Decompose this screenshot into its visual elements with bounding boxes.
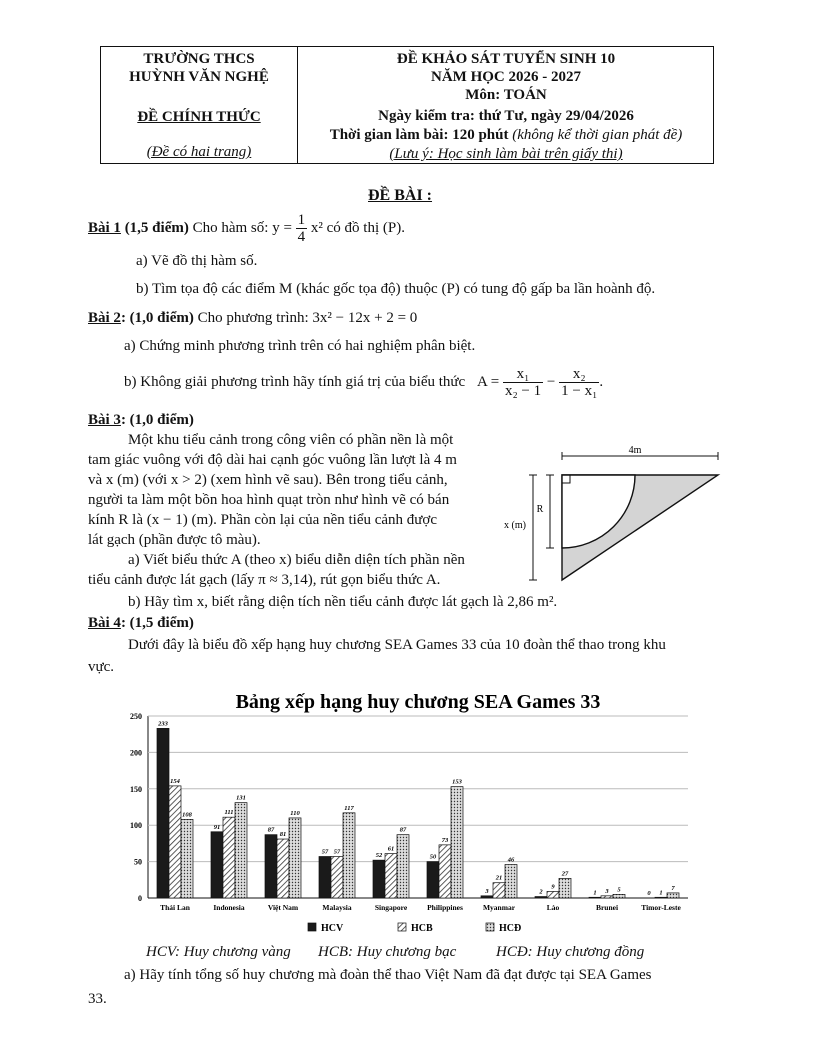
bai3-p1: Một khu tiểu cảnh trong công viên có phần nền là một [128, 432, 454, 448]
bar-hcđ [667, 893, 679, 898]
bar-hcv [373, 860, 385, 898]
data-label: 5 [617, 886, 621, 894]
data-label: 21 [495, 874, 503, 882]
chart-bars [157, 720, 681, 912]
legend-swatch-hcv [308, 923, 316, 931]
exam-note: (Lưu ý: Học sinh làm bài trên giấy thi) [389, 146, 623, 162]
x-tick-label: Indonesia [213, 903, 245, 912]
time-note: (không kể thời gian phát đề) [512, 127, 683, 143]
bar-hcv [157, 728, 169, 898]
school-line1: TRƯỜNG THCS [143, 51, 255, 67]
subject: Môn: TOÁN [465, 87, 547, 103]
bai4-p2: vực. [88, 659, 115, 675]
bar-hcv [481, 896, 493, 898]
x-tick-label: Timor-Leste [641, 903, 681, 912]
legend-label: HCĐ [499, 923, 522, 934]
data-label: 9 [551, 883, 555, 891]
data-label: 91 [213, 823, 221, 831]
bai1-a: a) Vẽ đồ thị hàm số. [136, 253, 258, 269]
y-tick-label: 0 [138, 894, 142, 903]
legend-note-hcv: HCV: Huy chương vàng [146, 944, 291, 960]
x-tick-label: Singapore [374, 903, 408, 912]
medal-chart [108, 686, 698, 942]
school-year: NĂM HỌC 2026 - 2027 [431, 69, 581, 85]
data-label: 0 [647, 890, 651, 897]
y-tick-label: 200 [130, 748, 142, 758]
y-tick-label: 50 [134, 857, 142, 867]
bai1-points: (1,5 điểm) [120, 219, 189, 236]
bai3-p5: kính R là (x − 1) (m). Phần còn lại của nền tiểu cảnh được [88, 512, 438, 528]
exam-date: Ngày kiểm tra: thứ Tư, ngày 29/04/2026 [378, 108, 634, 124]
bai4-a1: a) Hãy tính tổng số huy chương mà đoàn thể thao Việt Nam đã đạt được tại SEA Games [124, 967, 652, 983]
bar-hcv [427, 862, 439, 898]
bar-hcđ [613, 894, 625, 898]
bar-hcb [493, 883, 505, 898]
y-tick-label: 250 [130, 712, 142, 721]
bai3-p6: lát gạch (phần được tô màu). [88, 532, 261, 548]
data-label: 46 [507, 856, 515, 864]
data-label: 1 [593, 889, 597, 897]
data-label: 57 [321, 848, 329, 856]
bar-hcđ [451, 787, 463, 898]
bar-hcv [211, 832, 223, 898]
bai2-b: b) Không giải phương trình hãy tính giá trị của biểu thức A = $\frac{\text{x₁}}{\text{x₂ − 1}}$ − $\frac{\text{x₂}}{\text{1 − x₁}}$ . [124, 366, 604, 399]
bar-hcv [535, 897, 547, 898]
bai1-eq-y: y = [272, 219, 292, 236]
exam-title: ĐỀ KHẢO SÁT TUYỂN SINH 10 [396, 51, 616, 67]
data-label: 1 [659, 889, 663, 897]
bar-hcb [169, 786, 181, 898]
bai4-a2: 33. [88, 991, 107, 1007]
bar-hcđ [235, 803, 247, 898]
data-label: 153 [452, 778, 462, 786]
bar-hcv [319, 857, 331, 898]
bar-hcđ [343, 813, 355, 898]
bai3-p4: người ta làm một bồn hoa hình quạt tròn như hình vẽ có bán [88, 492, 450, 508]
pages-note: (Đề có hai trang) [146, 144, 252, 160]
legend-note-hcd: HCĐ: Huy chương đồng [496, 944, 645, 960]
label-4m: 4m [628, 445, 642, 456]
data-label: 73 [441, 836, 449, 844]
bar-hcb [547, 891, 559, 898]
data-label: 52 [375, 852, 383, 860]
bar-hcb [385, 854, 397, 898]
data-label: 154 [170, 777, 180, 785]
bar-hcv [265, 835, 277, 898]
bar-hcđ [181, 819, 193, 898]
bar-hcđ [289, 818, 301, 898]
bai3-a2: tiểu cảnh được lát gạch (lấy π ≈ 3,14), rút gọn biểu thức A. [88, 572, 441, 588]
bai1-b: b) Tìm tọa độ các điểm M (khác gốc tọa độ) thuộc (P) có tung độ gấp ba lần hoành độ. [136, 281, 656, 297]
legend-swatch-hcb [398, 923, 406, 931]
official-label: ĐỀ CHÍNH THỨC [137, 109, 261, 125]
y-tick-label: 100 [130, 821, 142, 831]
data-label: 3 [485, 887, 489, 895]
data-label: 57 [333, 848, 341, 856]
bai2-title [88, 310, 417, 327]
bai4-p1: Dưới đây là biểu đồ xếp hạng huy chương SEA Games 33 của 10 đoàn thể thao trong khu [128, 637, 666, 653]
legend-label: HCB [411, 923, 433, 934]
bar-hcb [277, 839, 289, 898]
data-label: 87 [399, 826, 407, 834]
bai1-intro: Cho hàm số: [192, 219, 269, 236]
bar-hcb [223, 817, 235, 898]
bai4-title [88, 615, 194, 632]
data-label: 27 [561, 870, 569, 878]
x-tick-label: Brunei [595, 903, 619, 912]
data-label: 87 [267, 826, 275, 834]
bai2-label: Bài 2 [88, 310, 121, 326]
label-R: R [536, 504, 544, 515]
data-label: 7 [671, 884, 675, 892]
bai3-a1: a) Viết biểu thức A (theo x) biểu diễn diện tích phần nền [128, 552, 465, 568]
bai2-intro: Cho phương trình: 3x² − 12x + 2 = 0 [197, 310, 418, 326]
legend-swatch-hcđ [486, 923, 494, 931]
bai3-p2: tam giác vuông với độ dài hai cạnh góc vuông lần lượt là 4 m [88, 452, 457, 468]
chart-title: Bảng xếp hạng huy chương SEA Games 33 [235, 691, 601, 713]
data-label: 131 [236, 794, 246, 802]
bar-hcđ [397, 835, 409, 898]
legend-label: HCV [321, 923, 344, 934]
data-label: 61 [387, 845, 395, 853]
data-label: 2 [539, 888, 543, 896]
bai1-label: Bài 1 [88, 219, 121, 236]
label-x: x (m) [504, 520, 526, 531]
legend-note-hcb: HCB: Huy chương bạc [318, 944, 457, 960]
bai4-label: Bài 4 [88, 615, 121, 631]
bai1-title [88, 212, 405, 245]
x-tick-label: Myanmar [482, 903, 516, 912]
y-tick-label: 150 [130, 784, 142, 794]
bai3-label: Bài 3 [88, 412, 121, 428]
bai3-title [88, 412, 194, 429]
bar-hcb [601, 896, 613, 898]
bar-hcđ [505, 865, 517, 898]
bar-hcb [655, 897, 667, 898]
data-label: 108 [182, 811, 192, 819]
data-label: 81 [279, 831, 287, 839]
bar-hcv [589, 897, 601, 898]
bai4-points: : (1,5 điểm) [120, 615, 194, 631]
x-tick-label: Philippines [427, 903, 463, 912]
time-bold: Thời gian làm bài: 120 phút [329, 127, 509, 143]
x-tick-label: Việt Nam [267, 903, 299, 912]
de-bai-heading: ĐỀ BÀI : [368, 187, 433, 204]
school-line2: HUỲNH VĂN NGHỆ [129, 69, 269, 85]
bar-hcđ [559, 878, 571, 898]
data-label: 117 [344, 804, 354, 812]
note-label: Lưu ý [394, 146, 429, 162]
bai3-p3: và x (m) (với x > 2) (xem hình vẽ sau). Bên trong tiểu cảnh, [88, 472, 448, 488]
exam-time [298, 127, 714, 144]
bai1-fraction: $\frac{1}{4}$ [297, 212, 306, 245]
note-text: : Học sinh làm bài trên giấy thi) [428, 146, 623, 162]
data-label: 111 [224, 809, 234, 817]
data-label: 110 [290, 809, 300, 817]
x-tick-label: Lào [546, 903, 560, 912]
exam-header [100, 46, 714, 164]
data-label: 3 [605, 887, 609, 895]
bai2-a: a) Chứng minh phương trình trên có hai nghiệm phân biệt. [124, 338, 476, 354]
bai2-frac2: $\frac{\text{x₂}}{\text{1 − x₁}}$ [561, 366, 598, 399]
triangle-figure [500, 440, 730, 590]
bai2-frac1: $\frac{\text{x₁}}{\text{x₂ − 1}}$ [504, 366, 542, 399]
chart-legend [308, 923, 521, 934]
bai3-b: b) Hãy tìm x, biết rằng diện tích nền tiểu cảnh được lát gạch là 2,86 m². [128, 594, 558, 610]
bai2-points: : (1,0 điểm) [120, 310, 194, 326]
data-label: 233 [158, 720, 168, 728]
bar-hcb [331, 857, 343, 898]
bar-hcb [439, 845, 451, 898]
bai1-eq-rest: x² có đồ thị (P). [310, 219, 405, 236]
x-tick-label: Thái Lan [160, 903, 190, 912]
x-tick-label: Malaysia [322, 903, 352, 912]
bai3-points: : (1,0 điểm) [120, 412, 194, 428]
data-label: 50 [429, 853, 437, 861]
